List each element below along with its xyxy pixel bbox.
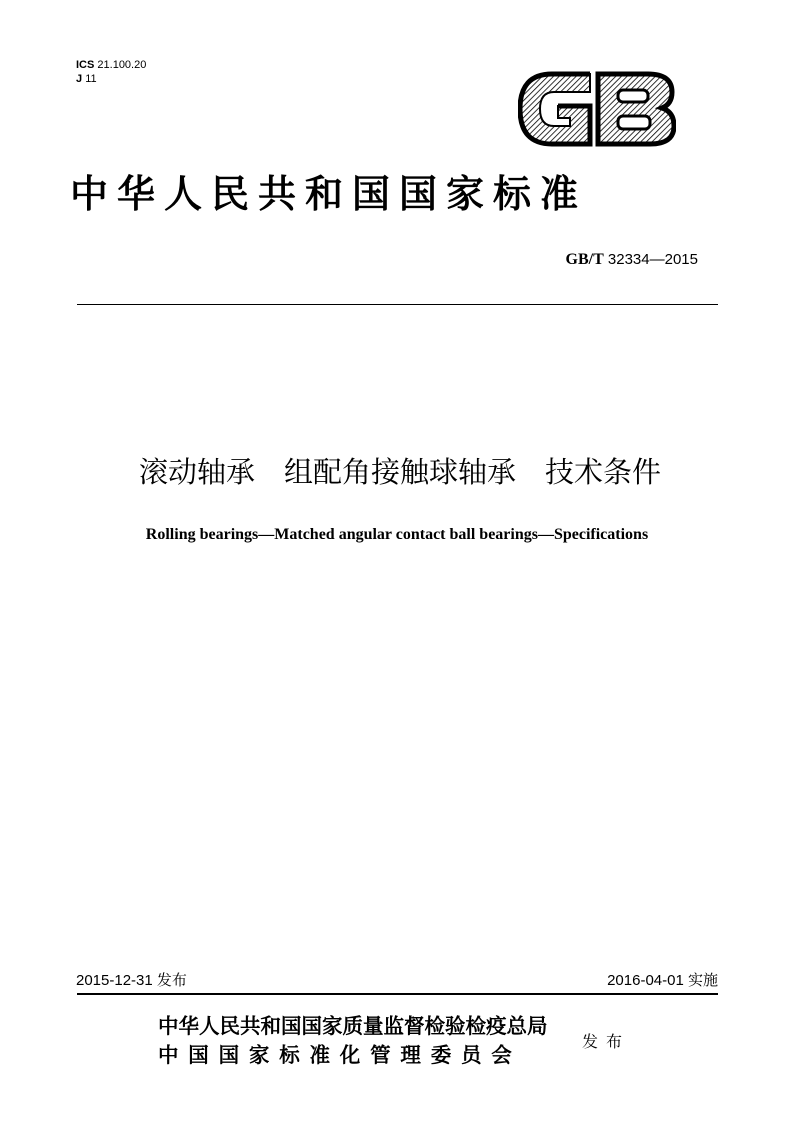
header-divider — [77, 304, 718, 305]
standard-number — [566, 250, 699, 270]
category-value: 11 — [85, 73, 97, 85]
footer-divider — [77, 993, 718, 995]
ics-line — [76, 58, 146, 72]
issuing-authorities — [158, 1012, 548, 1070]
implementation-date: 2016-04-01 实施 — [607, 972, 718, 989]
classification-codes — [76, 58, 146, 86]
national-standard-title: 中华人民共和国国家标准 — [70, 171, 588, 216]
ics-value: 21.100.20 — [97, 59, 147, 71]
issuer-aqsiq: 中华人民共和国国家质量监督检验检疫总局 — [158, 1014, 548, 1038]
category-label: J — [76, 73, 83, 85]
gb-standard-logo-icon — [518, 66, 676, 152]
standard-serial: 32334—2015 — [607, 251, 698, 268]
document-title-chinese: 滚动轴承 组配角接触球轴承 技术条件 — [138, 455, 661, 489]
issuer-sac: 中国国家标准化管理委员会 — [158, 1043, 522, 1067]
category-line — [76, 72, 146, 86]
standard-code: GB/T — [565, 251, 604, 268]
ics-label: ICS — [76, 59, 95, 71]
issue-date: 2015-12-31 发布 — [76, 972, 187, 989]
publish-label: 发布 — [582, 1032, 631, 1051]
document-title-english: Rolling bearings—Matched angular contact ball bearings—Specifications — [145, 526, 649, 543]
